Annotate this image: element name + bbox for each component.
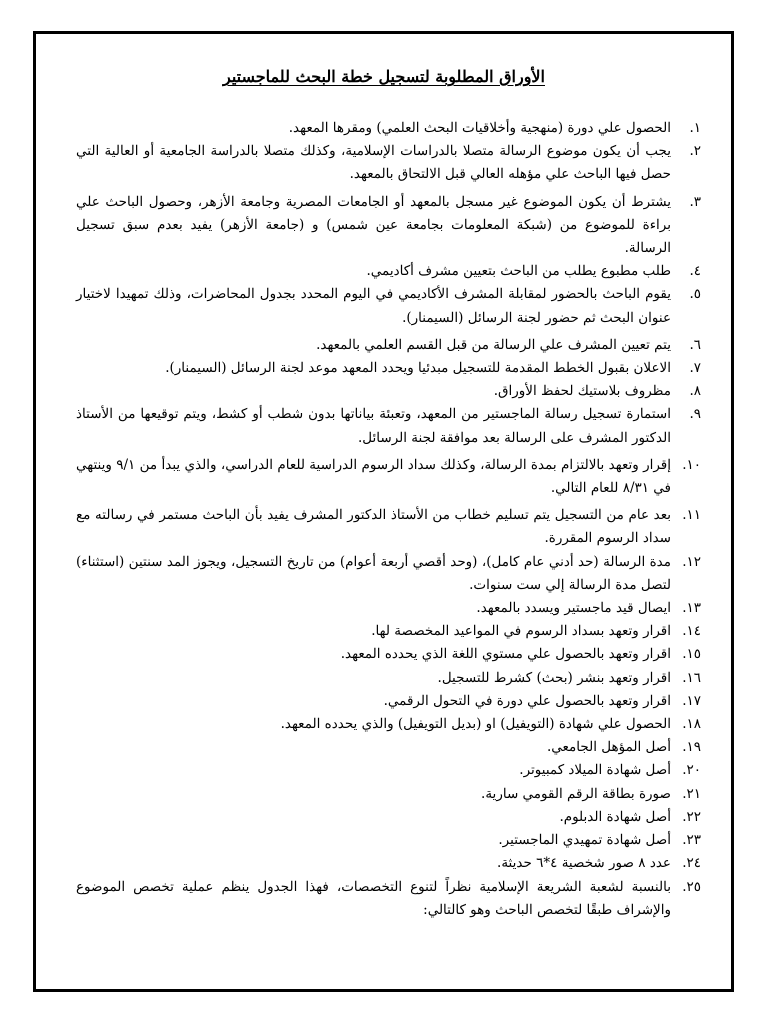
item-text: مظروف بلاستيك لحفظ الأوراق. — [493, 383, 671, 400]
item-number: ١٠. — [682, 456, 701, 473]
item-text: أصل المؤهل الجامعي. — [547, 739, 671, 756]
list-item — [76, 454, 701, 500]
list-item — [76, 597, 701, 620]
item-number: ٢٥. — [682, 878, 701, 895]
item-text: أصل شهادة الدبلوم. — [559, 808, 671, 825]
item-text: الاعلان بقبول الخطط المقدمة للتسجيل مبدئيا ويحدد المعهد موعد لجنة الرسائل (السيمنار). — [165, 360, 671, 377]
item-text: مدة الرسالة (حد أدني عام كامل)، (وحد أقصي أربعة أعوام) من تاريخ التسجيل، ويجوز المد سنتين (استثناء) لتصل مدة الرسالة إلي ست سنوات. — [76, 553, 671, 593]
item-text: الحصول علي دورة (منهجية وأخلاقيات البحث العلمي) ومقرها المعهد. — [288, 120, 671, 136]
item-text: بالنسبة لشعبة الشريعة الإسلامية نظراً لتنوع التخصصات، فهذا الجدول ينظم عملية تخصص الموضوع والإشراف طبقًا لتخصص الباحث وهو كالتالي: — [76, 878, 671, 918]
list-item — [76, 334, 701, 357]
list-item — [76, 643, 701, 666]
list-item — [76, 783, 701, 806]
requirements-list — [76, 117, 701, 922]
item-number: ٢١. — [682, 785, 701, 802]
document-title: الأوراق المطلوبة لتسجيل خطة البحث للماجستير — [223, 67, 545, 86]
list-item — [76, 191, 701, 261]
item-text: يجب أن يكون موضوع الرسالة متصلا بالدراسات الإسلامية، وكذلك متصلا بالدراسة الجامعية أو العالية التي حصل فيها الباحث علي مؤهله العالي قبل الالتحاق بالمعهد. — [76, 143, 671, 183]
item-number: ١٤. — [682, 623, 701, 640]
list-item — [76, 117, 701, 140]
item-number: ٤. — [689, 263, 701, 280]
item-number: ٢٤. — [682, 855, 701, 872]
list-item — [76, 690, 701, 713]
item-number: ١٧. — [682, 692, 701, 709]
item-number: ١. — [689, 120, 701, 136]
item-number: ٢. — [689, 143, 701, 160]
item-number: ٢٣. — [682, 832, 701, 849]
item-number: ١٩. — [682, 739, 701, 756]
list-item — [76, 357, 701, 380]
list-item — [76, 140, 701, 186]
item-text: اقرار وتعهد بالحصول علي دورة في التحول الرقمي. — [383, 692, 671, 709]
item-number: ١٣. — [682, 600, 701, 617]
list-item — [76, 876, 701, 922]
item-text: بعد عام من التسجيل يتم تسليم خطاب من الأستاذ الدكتور المشرف يفيد بأن الباحث مستمر في رسالته مع سداد الرسوم المقررة. — [76, 507, 671, 547]
item-number: ٥. — [689, 286, 701, 303]
list-item — [76, 736, 701, 759]
item-number: ٩. — [689, 406, 701, 423]
item-text: يقوم الباحث بالحضور لمقابلة المشرف الأكاديمي في اليوم المحدد بجدول المحاضرات، وذلك تمهيدا لاختيار عنوان البحث ثم حضور لجنة الرسائل (السيمنار). — [76, 286, 671, 326]
item-text: طلب مطبوع يطلب من الباحث بتعيين مشرف أكاديمي. — [366, 263, 671, 280]
item-text: اقرار وتعهد بنشر (بحث) كشرط للتسجيل. — [437, 669, 671, 686]
item-text: عدد ٨ صور شخصية ٤*٦ حديثة. — [497, 855, 671, 872]
list-item — [76, 380, 701, 403]
list-item — [76, 620, 701, 643]
item-number: ٦. — [689, 336, 701, 353]
item-text: صورة بطاقة الرقم القومي سارية. — [481, 785, 671, 802]
list-item — [76, 283, 701, 329]
item-number: ٨. — [689, 383, 701, 400]
list-item — [76, 551, 701, 597]
list-item — [76, 806, 701, 829]
list-item — [76, 759, 701, 782]
item-text: الحصول علي شهادة (التويفيل) او (بديل التويفيل) والذي يحدده المعهد. — [280, 716, 671, 733]
list-item — [76, 260, 701, 283]
item-text: اقرار وتعهد بالحصول علي مستوي اللغة الذي يحدده المعهد. — [340, 646, 671, 663]
item-number: ٧. — [689, 360, 701, 377]
item-number: ١٨. — [682, 716, 701, 733]
item-number: ١١. — [682, 507, 701, 524]
item-text: أصل شهادة الميلاد كمبيوتر. — [519, 762, 671, 779]
list-item — [76, 667, 701, 690]
list-item — [76, 829, 701, 852]
item-number: ١٥. — [682, 646, 701, 663]
item-text: أصل شهادة تمهيدي الماجستير. — [498, 832, 671, 849]
item-number: ١٦. — [682, 669, 701, 686]
list-item — [76, 504, 701, 550]
item-text: استمارة تسجيل رسالة الماجستير من المعهد، وتعبئة بياناتها بدون شطب أو كشط، ويتم توقيعها من الأستاذ الدكتور المشرف على الرسالة بعد موافقة لجنة الرسائل. — [76, 406, 671, 446]
item-number: ١٢. — [682, 553, 701, 570]
item-number: ٢٢. — [682, 808, 701, 825]
item-text: ايصال قيد ماجستير ويسدد بالمعهد. — [476, 600, 671, 617]
item-number: ٣. — [689, 193, 701, 210]
list-item — [76, 713, 701, 736]
item-number: ٢٠. — [682, 762, 701, 779]
list-item — [76, 403, 701, 449]
item-text: اقرار وتعهد بسداد الرسوم في المواعيد المخصصة لها. — [371, 623, 671, 640]
item-text: يتم تعيين المشرف علي الرسالة من قبل القسم العلمي بالمعهد. — [316, 336, 671, 353]
item-text: يشترط أن يكون الموضوع غير مسجل بالمعهد أو الجامعات المصرية وجامعة الأزهر، وحصول الباحث علي براءة للموضوع من (شبكة المعلومات بجامعة عين شمس) و (جامعة الأزهر) يفيد بعدم سبق تسجيل الرسالة. — [76, 193, 671, 257]
list-item — [76, 852, 701, 875]
item-text: إقرار وتعهد بالالتزام بمدة الرسالة، وكذلك سداد الرسوم الدراسية للعام الدراسي، والذي يبدأ من ٩/١ وينتهي في ٨/٣١ للعام التالي. — [76, 456, 671, 497]
